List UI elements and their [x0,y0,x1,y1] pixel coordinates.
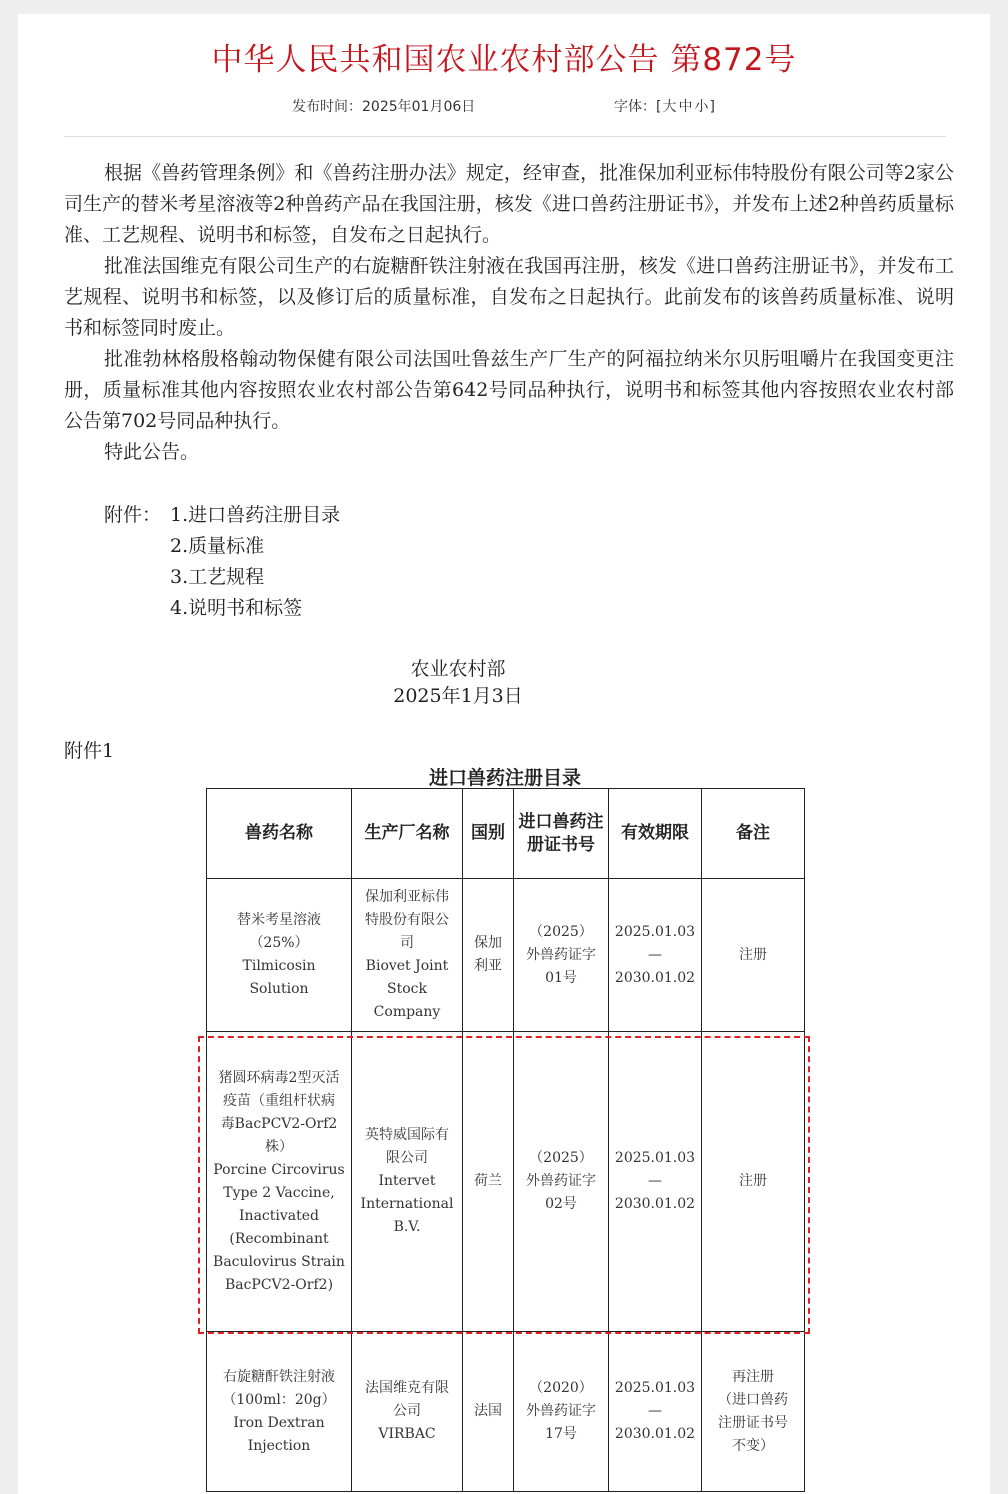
cell-note: 注册 [702,879,805,1032]
cell-certificate: （2025） 外兽药证字 02号 [514,1032,609,1332]
registration-table [206,788,805,1492]
attachment-item: 1.进口兽药注册目录 [170,504,341,526]
header-drug-name: 兽药名称 [207,789,352,879]
font-size-medium-button[interactable]: 中 [678,99,693,115]
cell-note: 注册 [702,1032,805,1332]
header-country: 国别 [463,789,514,879]
attachment-item: 2.质量标准 [170,535,265,557]
paragraph: 批准法国维克有限公司生产的右旋糖酐铁注射液在我国再注册，核发《进口兽药注册证书》，并发布工艺规程、说明书和标签，以及修订后的质量标准，自发布之日起执行。此前发布的该兽药质量标准、说明书和标签同时废止。 [64,255,954,339]
cell-validity: 2025.01.03 — 2030.01.02 [609,1032,702,1332]
paragraph: 特此公告。 [104,441,200,463]
table-header-row [207,789,805,879]
cell-country: 荷兰 [463,1032,514,1332]
cell-drug-name: 右旋糖酐铁注射液 （100ml：20g） Iron Dextran Injection [207,1332,352,1492]
cell-validity: 2025.01.03 — 2030.01.02 [609,1332,702,1492]
font-size-switcher [614,96,715,116]
table-title: 进口兽药注册目录 [428,767,581,789]
paragraph: 根据《兽药管理条例》和《兽药注册办法》规定，经审查，批准保加利亚标伟特股份有限公司等2家公司生产的替米考星溶液等2种兽药产品在我国注册，核发《进口兽药注册证书》，并发布上述2种兽药质量标准、工艺规程、说明书和标签，自发布之日起执行。 [64,162,954,246]
cell-country: 保加 利亚 [463,879,514,1032]
cell-country: 法国 [463,1332,514,1492]
publish-date: 发布时间：2025年01月06日 [292,99,476,115]
table-row [207,1032,805,1332]
attachment-item: 3.工艺规程 [170,566,265,588]
header-manufacturer: 生产厂名称 [352,789,463,879]
cell-manufacturer: 法国维克有限 公司 VIRBAC [352,1332,463,1492]
font-size-large-button[interactable]: 大 [662,99,677,115]
attachment-label: 附件： [104,504,162,526]
attachment-list [104,500,340,624]
cell-manufacturer: 保加利亚标伟 特股份有限公 司 Biovet Joint Stock Company [352,879,463,1032]
font-size-label: 字体：[ [614,99,662,115]
cell-validity: 2025.01.03 — 2030.01.02 [609,879,702,1032]
annex-label: 附件1 [64,740,115,762]
font-size-small-button[interactable]: 小 [694,99,709,115]
header-certificate: 进口兽药注册证书号 [514,789,609,879]
announcement-body [64,158,954,468]
cell-drug-name: 替米考星溶液 （25%） Tilmicosin Solution [207,879,352,1032]
header-divider [64,136,946,137]
paragraph: 批准勃林格殷格翰动物保健有限公司法国吐鲁兹生产厂生产的阿福拉纳米尔贝肟咀嚼片在我国变更注册，质量标准其他内容按照农业农村部公告第642号同品种执行，说明书和标签其他内容按照农业农村部公告第702号同品种执行。 [64,348,954,432]
font-size-end: ] [709,99,715,115]
signature-org: 农业农村部 [410,658,506,680]
page-title: 中华人民共和国农业农村部公告 第872号 [211,42,797,78]
header-validity: 有效期限 [609,789,702,879]
cell-manufacturer: 英特威国际有 限公司 Intervet International B.V. [352,1032,463,1332]
cell-note: 再注册 （进口兽药 注册证书号 不变） [702,1332,805,1492]
document-page [18,14,990,1494]
table-row [207,1332,805,1492]
signature-date: 2025年1月3日 [393,685,523,707]
cell-certificate: （2020） 外兽药证字 17号 [514,1332,609,1492]
cell-certificate: （2025） 外兽药证字 01号 [514,879,609,1032]
header-note: 备注 [702,789,805,879]
cell-drug-name: 猪圆环病毒2型灭活 疫苗（重组杆状病 毒BacPCV2-Orf2 株） Porcine Circovirus Type 2 Vaccine, Inactivated (Recombinant Baculovirus Strain BacPCV2-Orf2) [207,1032,352,1332]
table-row [207,879,805,1032]
attachment-item: 4.说明书和标签 [170,597,303,619]
